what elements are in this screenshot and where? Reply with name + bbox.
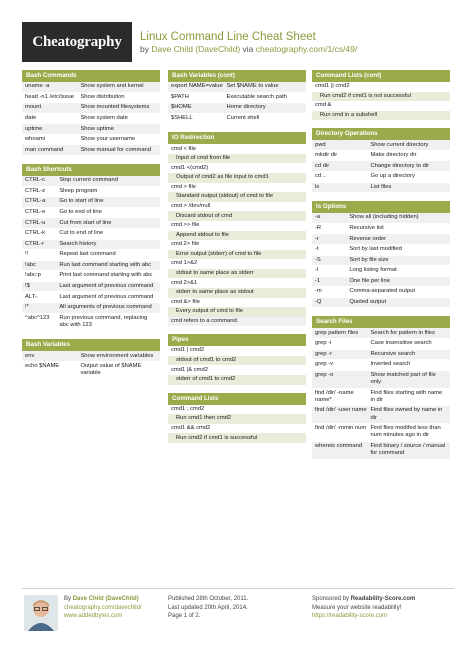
command-cell: CTRL-z: [25, 187, 45, 194]
sheet-url-link[interactable]: cheatography.com/1/cs/49/: [255, 43, 358, 54]
description-cell: Find files starting with name in dir: [370, 389, 443, 403]
table-row: [22, 103, 160, 114]
description-cell: Show all (including hidden): [349, 214, 419, 221]
table-row: [312, 256, 450, 267]
item-list: [168, 144, 306, 316]
search-files-box: [312, 316, 450, 459]
table-row: [168, 93, 306, 104]
byline: [140, 44, 357, 55]
table-row: [312, 339, 450, 350]
page-footer: [22, 588, 454, 640]
command-cell: mount: [25, 104, 42, 111]
command-cell: export NAME=value: [171, 83, 223, 90]
column-2: [168, 70, 306, 451]
command-cell: -r: [315, 235, 319, 242]
description-cell: Home directory: [226, 104, 266, 111]
section-title: Bash Shortcuts: [22, 164, 160, 176]
description-cell: Make directory dir: [370, 152, 417, 159]
description-cell: Go to end of line: [59, 208, 102, 215]
command-cell: !$: [25, 283, 30, 290]
command-cell: $HOME: [171, 104, 192, 111]
description-cell: Case insensitive search: [370, 340, 432, 347]
command-cell: grep -v: [315, 361, 334, 368]
description-cell: Show system date: [80, 114, 128, 121]
command-line: cmd < file: [168, 144, 306, 154]
table-row: [312, 245, 450, 256]
command-line: cmd > file: [168, 183, 306, 193]
bash-variables-cont-box: [168, 70, 306, 124]
command-cell: $PATH: [171, 93, 189, 100]
table-row: [22, 250, 160, 261]
footer-author[interactable]: Dave Child (DaveChild): [72, 596, 139, 602]
table-row: [312, 224, 450, 235]
table-row: [22, 135, 160, 146]
table-row: [22, 351, 160, 362]
table-row: [22, 229, 160, 240]
ls-options-box: [312, 201, 450, 308]
table-row: [312, 350, 450, 361]
table-row: [312, 183, 450, 194]
section-title: Command Lists: [168, 393, 306, 405]
command-cell: grep -i: [315, 340, 332, 347]
section-title: IO Redirection: [168, 132, 306, 144]
bash-shortcuts-box: [22, 164, 160, 331]
table-row: [22, 82, 160, 93]
column-1: [22, 70, 160, 388]
profile-link[interactable]: cheatography.com/davechild/: [64, 604, 142, 611]
author-text: [64, 595, 164, 621]
description-cell: Show uptime: [80, 125, 114, 132]
command-description: Run cmd in a subshell: [312, 111, 450, 121]
description-cell: Comma-separated output: [349, 288, 416, 295]
description-cell: Find files owned by name in dir: [370, 407, 443, 421]
command-cell: ^abc^123: [25, 314, 50, 321]
table-row: [312, 424, 450, 442]
table: [22, 176, 160, 331]
description-cell: Stop current command: [59, 177, 118, 184]
section-title: Command Lists (cont): [312, 70, 450, 82]
section-title: Bash Commands: [22, 70, 160, 82]
command-cell: ls: [315, 183, 320, 190]
command-cell: !*: [25, 304, 29, 311]
table-row: [312, 172, 450, 183]
command-description: Standard output (stdout) of cmd to file: [168, 192, 306, 202]
sponsor-prefix: Sponsored by: [312, 596, 350, 602]
table-row: [312, 406, 450, 424]
command-description: Run cmd1 then cmd2: [168, 414, 306, 424]
command-line: cmd &> file: [168, 298, 306, 308]
description-cell: Change directory to dir: [370, 162, 430, 169]
command-description: stdout to same place as stderr: [168, 269, 306, 279]
command-description: Every output of cmd to file: [168, 307, 306, 317]
footnote: cmd refers to a command.: [168, 317, 306, 327]
command-cell: CTRL-k: [25, 230, 45, 237]
command-cell: -Q: [315, 299, 322, 306]
page-header: [22, 22, 454, 62]
command-cell: cd dir: [315, 162, 330, 169]
description-cell: Quoted output: [349, 299, 387, 306]
sponsor-name[interactable]: Readability-Score.com: [350, 596, 416, 602]
command-cell: mkdir dir: [315, 152, 338, 159]
description-cell: Current shell: [226, 114, 260, 121]
table-row: [312, 298, 450, 309]
sponsor-link[interactable]: https://readability-score.com: [312, 613, 388, 619]
description-cell: Set $NAME to value: [226, 83, 279, 90]
table-row: [168, 114, 306, 125]
command-description: stderr to same place as stdout: [168, 288, 306, 298]
description-cell: Repeat last command: [59, 251, 116, 258]
description-cell: Go to start of line: [59, 198, 104, 205]
by-label: By: [64, 596, 72, 602]
description-cell: Show manual for command: [80, 146, 151, 153]
description-cell: Show your username: [80, 136, 136, 143]
description-cell: Last argument of previous command: [59, 293, 154, 300]
description-cell: Inverted search: [370, 361, 411, 368]
command-description: Discard stdout of cmd: [168, 211, 306, 221]
command-cell: head -n1 /etc/issue: [25, 93, 74, 100]
page-title: Linux Command Line Cheat Sheet: [140, 30, 316, 43]
table-row: [312, 161, 450, 172]
command-cell: -R: [315, 224, 322, 231]
item-list: [168, 405, 306, 443]
command-line: cmd > /dev/null: [168, 202, 306, 212]
table: [22, 82, 160, 156]
section-title: Pipes: [168, 334, 306, 346]
command-description: stdout of cmd1 to cmd2: [168, 356, 306, 366]
table-row: [22, 176, 160, 187]
command-cell: echo $NAME: [25, 363, 60, 370]
directory-operations-box: [312, 128, 450, 193]
command-cell: env: [25, 352, 35, 359]
table-row: [22, 145, 160, 156]
section-title: Bash Variables: [22, 339, 160, 351]
command-lists-cont-box: [312, 70, 450, 120]
title-block: [140, 30, 357, 55]
sponsor-block: [312, 595, 454, 621]
table-row: [312, 442, 450, 460]
command-line: cmd1 <(cmd2): [168, 163, 306, 173]
section-title: Search Files: [312, 316, 450, 328]
description-cell: Show current directory: [370, 141, 429, 148]
command-description: Run cmd2 if cmd1 is successful: [168, 433, 306, 443]
item-list: [168, 346, 306, 384]
table-row: [312, 266, 450, 277]
description-cell: Last argument of previous command: [59, 283, 154, 290]
command-cell: -m: [315, 288, 322, 295]
command-cell: whereis command: [315, 443, 363, 450]
command-description: stderr of cmd1 to cmd2: [168, 375, 306, 385]
command-line: cmd1 ; cmd2: [168, 405, 306, 415]
item-list: [312, 82, 450, 120]
publish-info: [168, 595, 308, 621]
table-row: [22, 362, 160, 380]
description-cell: Search history: [59, 240, 97, 247]
description-cell: One file per line: [349, 277, 390, 284]
command-cell: find /dir/ -mmin num: [315, 425, 367, 432]
table: [22, 351, 160, 379]
published-date: Published 28th October, 2011.: [168, 596, 249, 602]
table-row: [22, 114, 160, 125]
command-cell: uptime: [25, 125, 43, 132]
command-cell: !!: [25, 251, 29, 258]
table-row: [312, 328, 450, 339]
command-line: cmd1 && cmd2: [168, 424, 306, 434]
sponsor-tagline: Measure your website readability!: [312, 604, 402, 611]
command-cell: date: [25, 114, 37, 121]
description-cell: Output value of $NAME variable: [80, 363, 142, 377]
command-cell: grep pattern files: [315, 329, 359, 336]
table-row: [22, 271, 160, 282]
by-prefix: by: [140, 43, 149, 54]
table-row: [312, 234, 450, 245]
table-row: [312, 213, 450, 224]
command-cell: pwd: [315, 141, 326, 148]
command-cell: ALT-.: [25, 293, 39, 300]
command-line: cmd1 | cmd2: [168, 346, 306, 356]
command-line: cmd 1>&2: [168, 259, 306, 269]
table-row: [312, 287, 450, 298]
command-cell: -t: [315, 246, 319, 253]
description-cell: Find files modifed less than num minutes ago in dir: [370, 425, 441, 439]
table-row: [312, 140, 450, 151]
description-cell: Cut from start of line: [59, 219, 112, 226]
command-description: Append stdout to file: [168, 231, 306, 241]
author-link[interactable]: Dave Child (DaveChild): [151, 43, 241, 54]
description-cell: Long listing format: [349, 267, 397, 274]
command-line: cmd &: [312, 101, 450, 111]
description-cell: List files: [370, 183, 392, 190]
description-cell: Find binary / source / manual for command: [370, 443, 446, 457]
table-row: [312, 360, 450, 371]
command-line: cmd1 |& cmd2: [168, 365, 306, 375]
command-cell: grep -o: [315, 371, 334, 378]
table-row: [22, 218, 160, 229]
description-cell: Executable search path: [226, 93, 288, 100]
table: [312, 140, 450, 193]
section-title: Directory Operations: [312, 128, 450, 140]
command-cell: CTRL-c: [25, 177, 45, 184]
description-cell: Show distribution: [80, 93, 125, 100]
description-cell: Recursive list: [349, 224, 384, 231]
command-line: cmd1 || cmd2: [312, 82, 450, 92]
column-3: [312, 70, 450, 468]
description-cell: Cut to end of line: [59, 230, 104, 237]
description-cell: Sort by last modified: [349, 246, 402, 253]
table-row: [168, 103, 306, 114]
description-cell: Print last command starting with abc: [59, 272, 153, 279]
command-cell: find /dir/ -user name: [315, 407, 367, 414]
table-row: [22, 197, 160, 208]
description-cell: Run previous command, replacing abc with 123: [59, 314, 148, 328]
description-cell: Show system and kernel: [80, 83, 144, 90]
description-cell: Show matched part of file only: [370, 371, 436, 386]
command-cell: man command: [25, 146, 64, 153]
command-cell: $SHELL: [171, 114, 193, 121]
command-cell: !abc:p: [25, 272, 41, 279]
table-row: [22, 261, 160, 272]
table-row: [22, 292, 160, 303]
command-description: Input of cmd from file: [168, 154, 306, 164]
command-cell: !abc: [25, 261, 36, 268]
command-line: cmd 2>&1: [168, 278, 306, 288]
command-cell: CTRL-r: [25, 240, 44, 247]
table-row: [22, 124, 160, 135]
command-cell: CTRL-a: [25, 198, 46, 205]
table-row: [22, 303, 160, 314]
command-cell: -1: [315, 277, 321, 284]
description-cell: Search for pattern in files: [370, 329, 435, 336]
command-description: Output of cmd2 as file input to cmd1: [168, 173, 306, 183]
description-cell: Reverse order: [349, 235, 387, 242]
command-cell: uname -a: [25, 83, 50, 90]
table-row: [312, 371, 450, 389]
command-line: cmd 2> file: [168, 240, 306, 250]
description-cell: Show mounted filesystems: [80, 104, 150, 111]
table-row: [168, 82, 306, 93]
io-redirection-box: [168, 132, 306, 326]
description-cell: Show environment variables: [80, 352, 154, 359]
bash-commands-box: [22, 70, 160, 156]
table-row: [312, 389, 450, 407]
author-avatar: [24, 595, 58, 631]
pipes-box: [168, 334, 306, 384]
command-line: cmd >> file: [168, 221, 306, 231]
command-cell: grep -r: [315, 350, 333, 357]
via-label: via: [242, 43, 254, 54]
description-cell: Recursive search: [370, 350, 416, 357]
command-description: Run cmd2 if cmd1 is not successful: [312, 92, 450, 102]
table: [312, 213, 450, 308]
table-row: [22, 93, 160, 104]
updated-date: Last updated 20th April, 2014.: [168, 604, 248, 611]
command-cell: CTRL-u: [25, 219, 46, 226]
table-row: [22, 187, 160, 198]
command-cell: CTRL-e: [25, 208, 46, 215]
bash-variables-box: [22, 339, 160, 379]
description-cell: Go up a directory: [370, 173, 415, 180]
description-cell: All arguments of previous command: [59, 304, 152, 311]
website-link[interactable]: www.addedbytes.com: [64, 613, 123, 619]
command-cell: find /dir/ -name name*: [315, 389, 354, 403]
section-title: ls Options: [312, 201, 450, 213]
section-title: Bash Variables (cont): [168, 70, 306, 82]
table-row: [22, 240, 160, 251]
table: [312, 328, 450, 459]
page-number: Page 1 of 2.: [168, 613, 201, 619]
command-cell: -l: [315, 267, 319, 274]
table: [168, 82, 306, 124]
cheatography-logo[interactable]: Cheatography: [22, 22, 132, 62]
table-row: [22, 208, 160, 219]
table-row: [22, 314, 160, 332]
command-cell: -a: [315, 214, 321, 221]
command-cell: whoami: [25, 136, 45, 143]
description-cell: Run last command starting with abc: [59, 261, 152, 268]
command-cell: -S: [315, 256, 321, 263]
table-row: [312, 277, 450, 288]
command-description: Error output (stderr) of cmd to file: [168, 250, 306, 260]
command-lists-box: [168, 393, 306, 443]
command-cell: cd ..: [315, 173, 326, 180]
table-row: [312, 151, 450, 162]
description-cell: Sleep program: [59, 187, 98, 194]
table-row: [22, 282, 160, 293]
description-cell: Sort by file size: [349, 256, 389, 263]
